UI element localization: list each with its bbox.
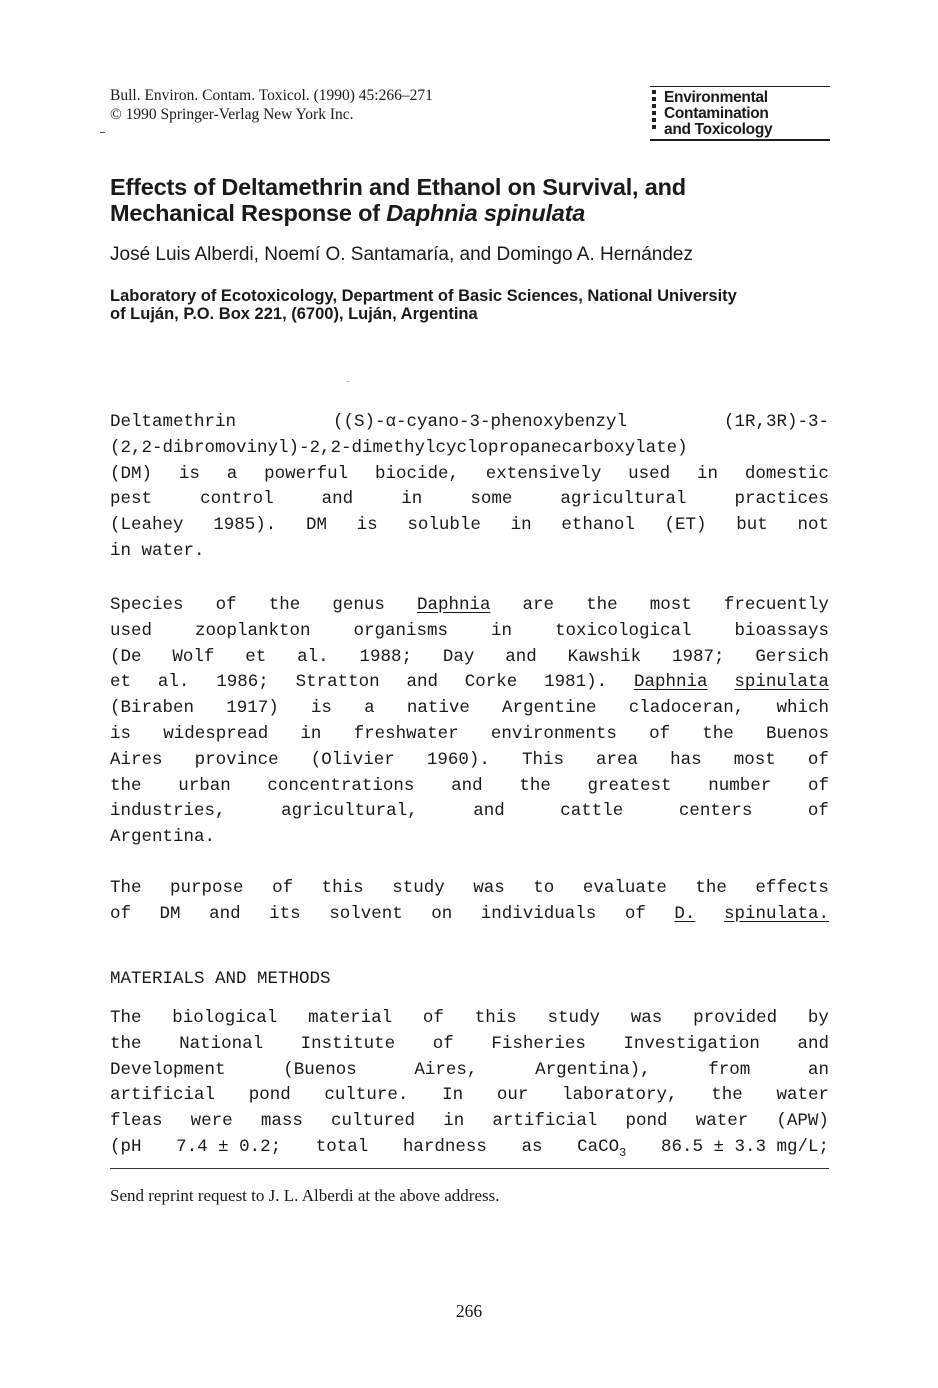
word: of	[110, 903, 132, 924]
text-line	[110, 902, 829, 928]
word: spinulata	[734, 672, 829, 693]
word: concentrations	[267, 775, 415, 796]
word: cladoceran,	[628, 698, 745, 719]
word: zooplankton	[194, 620, 311, 641]
word: from	[708, 1059, 751, 1080]
word: of	[807, 801, 829, 822]
word: study	[392, 878, 445, 898]
paragraph-methods	[110, 1006, 829, 1161]
word: 1986;	[216, 672, 269, 693]
text-line	[110, 876, 829, 902]
word: powerful	[264, 463, 349, 484]
word: in	[300, 723, 322, 744]
word: the	[702, 723, 734, 744]
title-line-2	[110, 200, 830, 226]
authors: José Luis Alberdi, Noemí O. Santamaría, and Domingo A. Hernández	[110, 244, 693, 265]
word: as	[521, 1136, 543, 1157]
word: used	[110, 620, 153, 641]
word: of	[649, 723, 671, 744]
word: (Biraben	[110, 698, 195, 719]
word: evaluate	[582, 878, 667, 898]
word: (1R,3R)-3-	[723, 412, 829, 432]
word: provided	[693, 1008, 778, 1028]
word: Wolf	[172, 646, 215, 667]
word: but	[736, 515, 768, 536]
word: study	[547, 1008, 601, 1028]
word: this	[321, 878, 364, 898]
word: domestic	[744, 463, 829, 484]
word: mass	[260, 1111, 303, 1132]
word: some	[470, 489, 513, 510]
word: 1985).	[213, 515, 277, 536]
word: ((S)-α-cyano-3-phenoxybenzyl	[332, 412, 628, 432]
word: al.	[157, 672, 190, 693]
word: Gersich	[755, 646, 829, 667]
word: most	[649, 595, 692, 615]
text-line	[110, 513, 829, 539]
word: 1960).	[426, 749, 490, 770]
word: the	[695, 878, 727, 898]
word: native	[406, 698, 470, 719]
word: toxicological	[554, 620, 692, 641]
word: is	[356, 515, 378, 536]
paragraph-species	[110, 593, 829, 851]
word: DM	[305, 515, 327, 536]
word: of	[624, 903, 646, 924]
word: soluble	[407, 515, 481, 536]
word: CaCO	[577, 1136, 620, 1157]
word: Institute	[300, 1033, 396, 1054]
word: a	[226, 463, 238, 484]
word: In	[442, 1085, 464, 1106]
word: agricultural,	[281, 801, 418, 822]
word: ethanol	[561, 515, 635, 536]
footnote: Send reprint request to J. L. Alberdi at the above address.	[110, 1186, 500, 1205]
word: water	[695, 1111, 749, 1132]
word: in	[510, 515, 532, 536]
word: the	[586, 595, 618, 615]
citation-line-2: © 1990 Springer-Verlag New York Inc.	[110, 106, 354, 123]
word: was	[473, 878, 505, 898]
word: 1987;	[672, 646, 725, 667]
page-number: 266	[455, 1301, 483, 1321]
word: and	[406, 672, 438, 693]
margin-tick	[100, 132, 105, 133]
text-line	[110, 670, 829, 696]
word: Kawshik	[567, 646, 642, 667]
word: (Leahey	[110, 515, 184, 536]
word: hardness	[402, 1136, 487, 1157]
paragraph-purpose	[110, 876, 829, 928]
word: control	[200, 489, 274, 510]
word: which	[776, 698, 829, 719]
word: Daphnia	[634, 672, 708, 693]
word: of	[422, 1008, 444, 1028]
word: 3	[619, 1145, 627, 1160]
word: our	[496, 1085, 529, 1106]
text-line	[110, 1109, 829, 1135]
word: National	[179, 1033, 264, 1054]
word: The	[110, 878, 142, 898]
journal-logo	[650, 86, 830, 141]
word: 86.5 ± 3.3 mg/L;	[660, 1136, 829, 1157]
word: Fisheries	[491, 1033, 586, 1054]
word: artificial	[492, 1111, 598, 1132]
paragraph-intro	[110, 410, 829, 565]
word: has	[670, 749, 702, 770]
text-line	[110, 1006, 829, 1032]
text-line	[110, 1135, 829, 1161]
word: (pH	[110, 1136, 142, 1157]
word: water	[776, 1085, 829, 1106]
stray-mark	[347, 381, 349, 382]
word: to	[533, 878, 555, 898]
word: cattle	[560, 801, 624, 822]
word: Day	[442, 646, 475, 667]
word: This	[521, 749, 564, 770]
word: and	[473, 801, 505, 822]
text-line	[110, 436, 829, 462]
word: artificial	[110, 1085, 216, 1106]
word: the	[268, 595, 301, 615]
word: (Buenos	[283, 1059, 357, 1080]
text-line	[110, 1032, 829, 1058]
word: Argentina.	[110, 827, 216, 848]
text-line	[110, 487, 829, 513]
word: of	[807, 775, 829, 796]
word: greatest	[587, 775, 672, 796]
word: and	[505, 646, 537, 667]
word: (ET)	[664, 515, 707, 536]
word: the	[110, 775, 142, 796]
word: total	[315, 1136, 369, 1157]
word: on	[431, 903, 453, 924]
logo-word-contamination: Contamination	[664, 105, 769, 122]
word: and	[797, 1033, 829, 1054]
word: of	[272, 878, 294, 898]
word: spinulata.	[723, 903, 829, 924]
word: and	[321, 489, 354, 510]
word: frecuently	[723, 595, 829, 615]
word: most	[733, 749, 776, 770]
word: is	[110, 723, 132, 744]
word: (2,2-dibromovinyl)-2,2-dimethylcyclopropanecarboxylate)	[110, 437, 688, 458]
affiliation-line-2: of Luján, P.O. Box 221, (6700), Luján, Argentina	[110, 305, 478, 323]
word: Investigation	[623, 1033, 760, 1054]
word: its	[269, 903, 301, 924]
word: Stratton	[295, 672, 380, 693]
word: individuals	[480, 903, 597, 924]
text-line	[110, 462, 829, 488]
text-line	[110, 748, 829, 774]
text-line	[110, 593, 829, 619]
word: 7.4 ± 0.2;	[176, 1136, 282, 1157]
word: D.	[674, 903, 696, 924]
affiliation-line-1: Laboratory of Ecotoxicology, Department of Basic Sciences, National University	[110, 287, 737, 305]
word: et	[245, 646, 267, 667]
text-line	[110, 619, 829, 645]
word: solvent	[329, 903, 403, 924]
word: freshwater	[353, 723, 459, 744]
word: al.	[297, 646, 329, 667]
word: environments	[490, 723, 617, 744]
word: were	[190, 1111, 233, 1132]
word: and	[209, 903, 241, 924]
word: DM	[159, 903, 181, 924]
word: extensively	[485, 463, 602, 484]
word: the	[519, 775, 551, 796]
citation	[110, 86, 433, 124]
text-line	[110, 539, 829, 565]
text-line	[110, 825, 829, 851]
word: widespread	[163, 723, 269, 744]
logo-rule-bottom	[650, 139, 830, 141]
word: material	[308, 1008, 393, 1028]
word: (APW)	[776, 1111, 829, 1132]
word: organisms	[353, 620, 448, 641]
word: is	[178, 463, 200, 484]
affiliation	[110, 287, 830, 323]
word: of	[807, 749, 829, 770]
word: The	[110, 1008, 142, 1028]
word	[577, 1135, 626, 1161]
word: Aires,	[414, 1059, 478, 1080]
word: in	[697, 463, 719, 484]
word: was	[630, 1008, 663, 1028]
word: (Olivier	[310, 749, 395, 770]
word: Species	[110, 595, 184, 615]
title-line-1: Effects of Deltamethrin and Ethanol on Survival, and	[110, 174, 686, 200]
word: fleas	[110, 1111, 163, 1132]
word: province	[194, 749, 279, 770]
word: laboratory,	[562, 1085, 678, 1106]
word: an	[807, 1059, 829, 1080]
title-line-2-text: Mechanical Response of	[110, 200, 387, 226]
word: used	[628, 463, 671, 484]
text-line	[110, 645, 829, 671]
word: biocide,	[374, 463, 459, 484]
word: purpose	[170, 878, 244, 898]
word: pond	[625, 1111, 668, 1132]
word: Buenos	[765, 723, 829, 744]
word: effects	[755, 878, 829, 898]
word: centers	[678, 801, 753, 822]
word: in	[490, 620, 512, 641]
word: in water.	[110, 540, 205, 561]
word: et	[110, 672, 132, 693]
article-title	[110, 174, 830, 226]
word: pond	[248, 1085, 291, 1106]
word: by	[807, 1008, 829, 1028]
word: 1981).	[544, 672, 608, 693]
word: Deltamethrin	[110, 412, 237, 432]
word: the	[110, 1033, 142, 1054]
word: area	[596, 749, 639, 770]
word: Argentine	[502, 698, 597, 719]
word: Corke	[464, 672, 518, 693]
word: are	[522, 595, 555, 615]
word: 1988;	[359, 646, 413, 667]
word: this	[474, 1008, 517, 1028]
word: cultured	[331, 1111, 416, 1132]
word: pest	[110, 489, 153, 510]
text-line	[110, 1083, 829, 1109]
word: number	[708, 775, 772, 796]
word: a	[364, 698, 375, 719]
text-line	[110, 410, 829, 436]
word: Argentina),	[535, 1059, 651, 1080]
footnote-rule	[110, 1168, 829, 1169]
logo-word-environmental: Environmental	[664, 89, 768, 106]
word: Daphnia	[416, 595, 491, 615]
word: and	[451, 775, 483, 796]
word: agricultural	[560, 489, 687, 510]
citation-line-1: Bull. Environ. Contam. Toxicol. (1990) 45:266–271	[110, 87, 433, 104]
word: (De	[110, 646, 142, 667]
word: is	[310, 698, 332, 719]
word: biological	[172, 1008, 278, 1028]
word: of	[432, 1033, 454, 1054]
section-heading-methods: MATERIALS AND METHODS	[110, 969, 331, 989]
text-line	[110, 799, 829, 825]
word: genus	[332, 595, 385, 615]
text-line	[110, 1058, 829, 1084]
text-line	[110, 774, 829, 800]
word: (DM)	[110, 463, 153, 484]
word: 1917)	[226, 698, 279, 719]
word: Aires	[110, 749, 163, 770]
word: not	[797, 515, 829, 536]
logo-word-toxicology: and Toxicology	[664, 121, 773, 138]
word: industries,	[110, 801, 226, 822]
word: culture.	[324, 1085, 409, 1106]
word: bioassays	[734, 620, 829, 641]
word: of	[215, 595, 237, 615]
word: Development	[110, 1059, 226, 1080]
word: urban	[178, 775, 231, 796]
word: the	[711, 1085, 743, 1106]
word: in	[443, 1111, 465, 1132]
word: in	[401, 489, 423, 510]
title-species: Daphnia spinulata	[386, 200, 586, 226]
word: practices	[734, 489, 829, 510]
text-line	[110, 696, 829, 722]
text-line	[110, 722, 829, 748]
